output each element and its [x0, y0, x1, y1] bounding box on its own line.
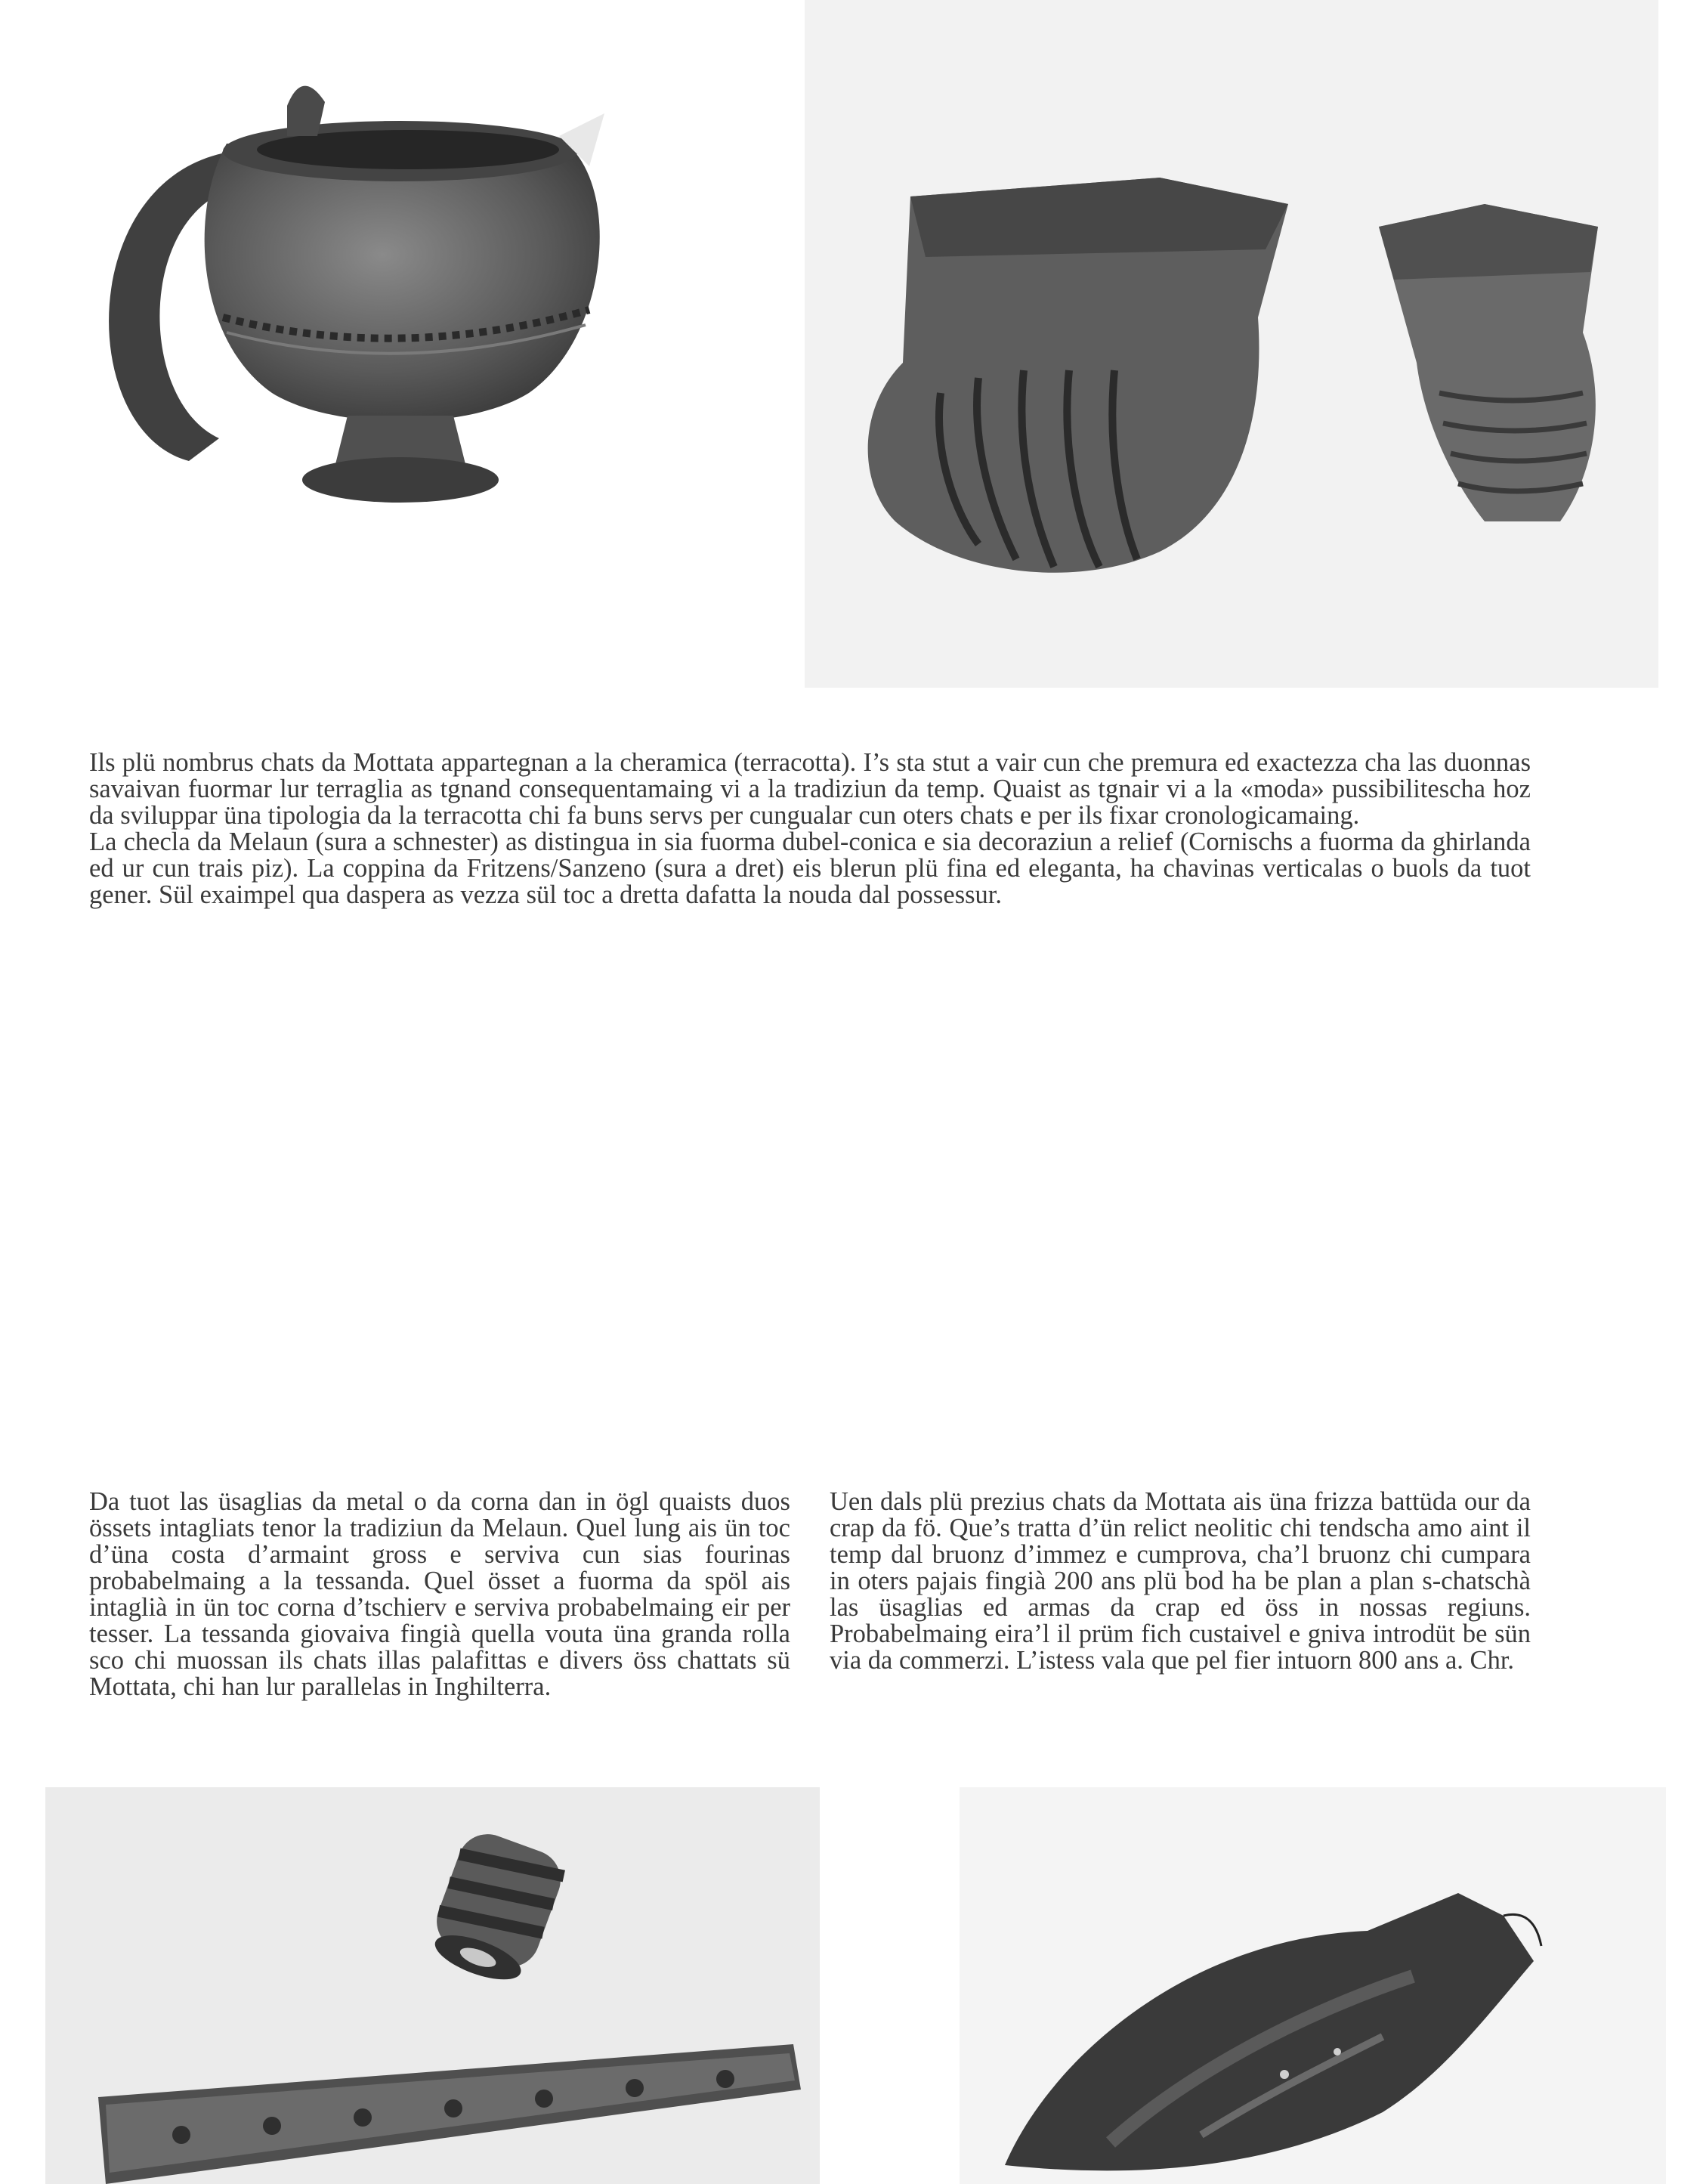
bone-tools-paragraph: Da tuot las üsaglias da metal o da corna dan in ögl quaists duos össets intagliats tenor la tradiziun da Melaun. Quel lung ais ün toc d’üna costa d’armaint gross e serviva cun sias fourinas probabelmaing a la tessanda. Quel össet a fuorma da spöl ais intaglià in ün toc corna d’tschierv e serviva probabelmaing eir per tesser. La tessanda giovaiva fingià quella vouta üna granda rolla sco chi muossan ils chats illas palafittas e divers öss chattats sü Mottata, chi han lur parallelas in Inghilterra.: [89, 1487, 790, 1701]
intro-paragraph-1: Ils plü nombrus chats da Mottata appartegnan a la cheramica (terracotta). I’s sta stut a vair cun che premura ed exactezza cha las duonnas savaivan fuormar lur terraglia as tgnand consequentamaing vi a la tradiziun da temp. Quaist as tgnair vi a la «moda» pussibilitescha hoz da sviluppar üna tipologia da la terracotta chi fa buns servs per cungualar cun oters chats e per ils fixar cronologicamaing.: [89, 748, 1531, 830]
bone-tools-text: [89, 1489, 790, 1700]
flint-text: [830, 1489, 1531, 1674]
terracotta-jug-photo: [45, 38, 801, 582]
flint-blade-image: [960, 1787, 1666, 2184]
pottery-shards-image: [805, 0, 1658, 688]
terracotta-jug-image: [45, 38, 801, 582]
pottery-shards-photo: [805, 0, 1658, 688]
bone-tools-photo: [45, 1787, 820, 2184]
flint-paragraph: Uen dals plü prezius chats da Mottata ais üna frizza battüda our da crap da fö. Que’s tratta d’ün relict neolitic chi tendscha amo aint il temp dal bruonz d’immez e cumprova, cha’l bruonz chi cumpara in oters pajais fingià 200 ans plü bod ha be plan a plan s-chatschà las üsaglias ed armas da crap ed öss in nossas regiuns. Probabelmaing eira’l il prüm fich custaivel e gniva introdüt be sün via da commerzi. L’istess vala que pel fier intuorn 800 ans a. Chr.: [830, 1487, 1531, 1675]
intro-text-block: [89, 750, 1531, 908]
flint-blade-photo: [960, 1787, 1666, 2184]
bone-tools-image: [45, 1787, 820, 2184]
intro-paragraph-2: La checla da Melaun (sura a schnester) as distingua in sia fuorma dubel-conica e sia decoraziun a relief (Cornischs a fuorma da ghirlanda ed ur cun trais piz). La coppina da Fritzens/Sanzeno (sura a dret) eis blerun plü fina ed eleganta, ha chavinas verticalas o buols da tuot gener. Sül exaimpel qua daspera as vezza sül toc a dretta dafatta la nouda dal possessur.: [89, 828, 1531, 909]
